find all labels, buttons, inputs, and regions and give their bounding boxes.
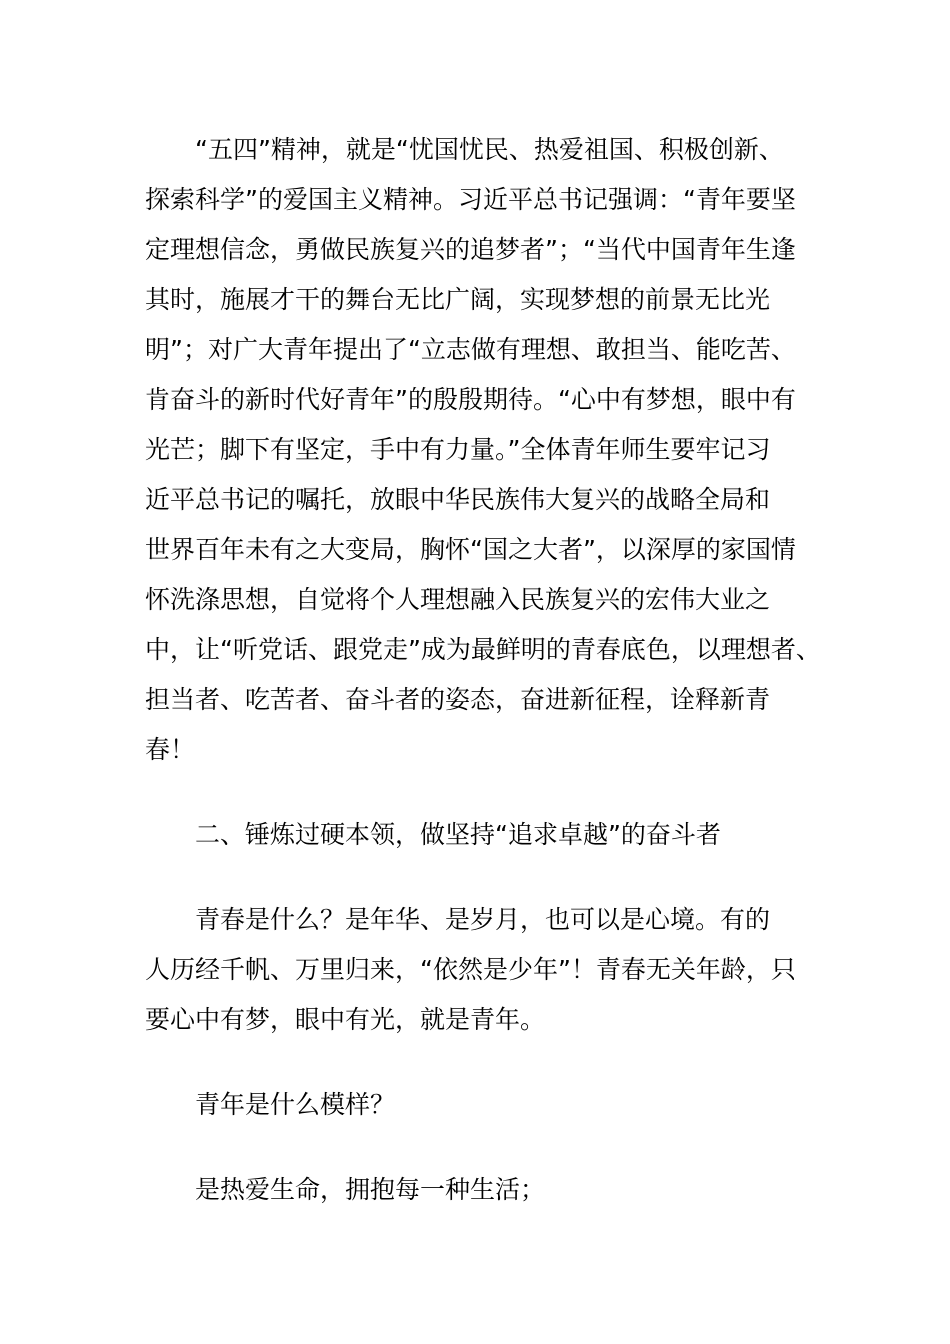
- text-line: 怀洗涤思想，自觉将个人理想融入民族复兴的宏伟大业之: [145, 585, 771, 614]
- text-line: 定理想信念，勇做民族复兴的追梦者”；“当代中国青年生逢: [145, 235, 796, 264]
- text-line: 明”；对广大青年提出了“立志做有理想、敢担当、能吃苦、: [145, 335, 796, 364]
- text-line: 近平总书记的嘱托，放眼中华民族伟大复兴的战略全局和: [145, 485, 771, 514]
- text-line: “五四”精神，就是“忧国忧民、热爱祖国、积极创新、: [195, 135, 784, 164]
- section-heading: 二、锤炼过硬本领，做坚持“追求卓越”的奋斗者: [195, 820, 721, 849]
- text-line: 探索科学”的爱国主义精神。习近平总书记强调：“青年要坚: [145, 185, 796, 214]
- text-line: 光芒；脚下有坚定，手中有力量。”全体青年师生要牢记习: [145, 435, 771, 464]
- text-line: 春！: [145, 735, 196, 764]
- paragraph-question: 青年是什么模样？: [195, 1090, 396, 1119]
- text-line: 人历经千帆、万里归来，“依然是少年”！青春无关年龄，只: [145, 955, 796, 984]
- text-line: 世界百年未有之大变局，胸怀“国之大者”，以深厚的家国情: [145, 535, 796, 564]
- text-line: 青春是什么？是年华、是岁月，也可以是心境。有的: [195, 905, 771, 934]
- text-line: 中，让“听党话、跟党走”成为最鲜明的青春底色，以理想者、: [145, 635, 821, 664]
- text-line: 要心中有梦，眼中有光，就是青年。: [145, 1005, 546, 1034]
- text-line: 担当者、吃苦者、奋斗者的姿态，奋进新征程，诠释新青: [145, 685, 771, 714]
- paragraph-answer: 是热爱生命，拥抱每一种生活；: [195, 1175, 546, 1204]
- text-line: 其时，施展才干的舞台无比广阔，实现梦想的前景无比光: [145, 285, 771, 314]
- text-line: 肯奋斗的新时代好青年”的殷殷期待。“心中有梦想，眼中有: [145, 385, 796, 414]
